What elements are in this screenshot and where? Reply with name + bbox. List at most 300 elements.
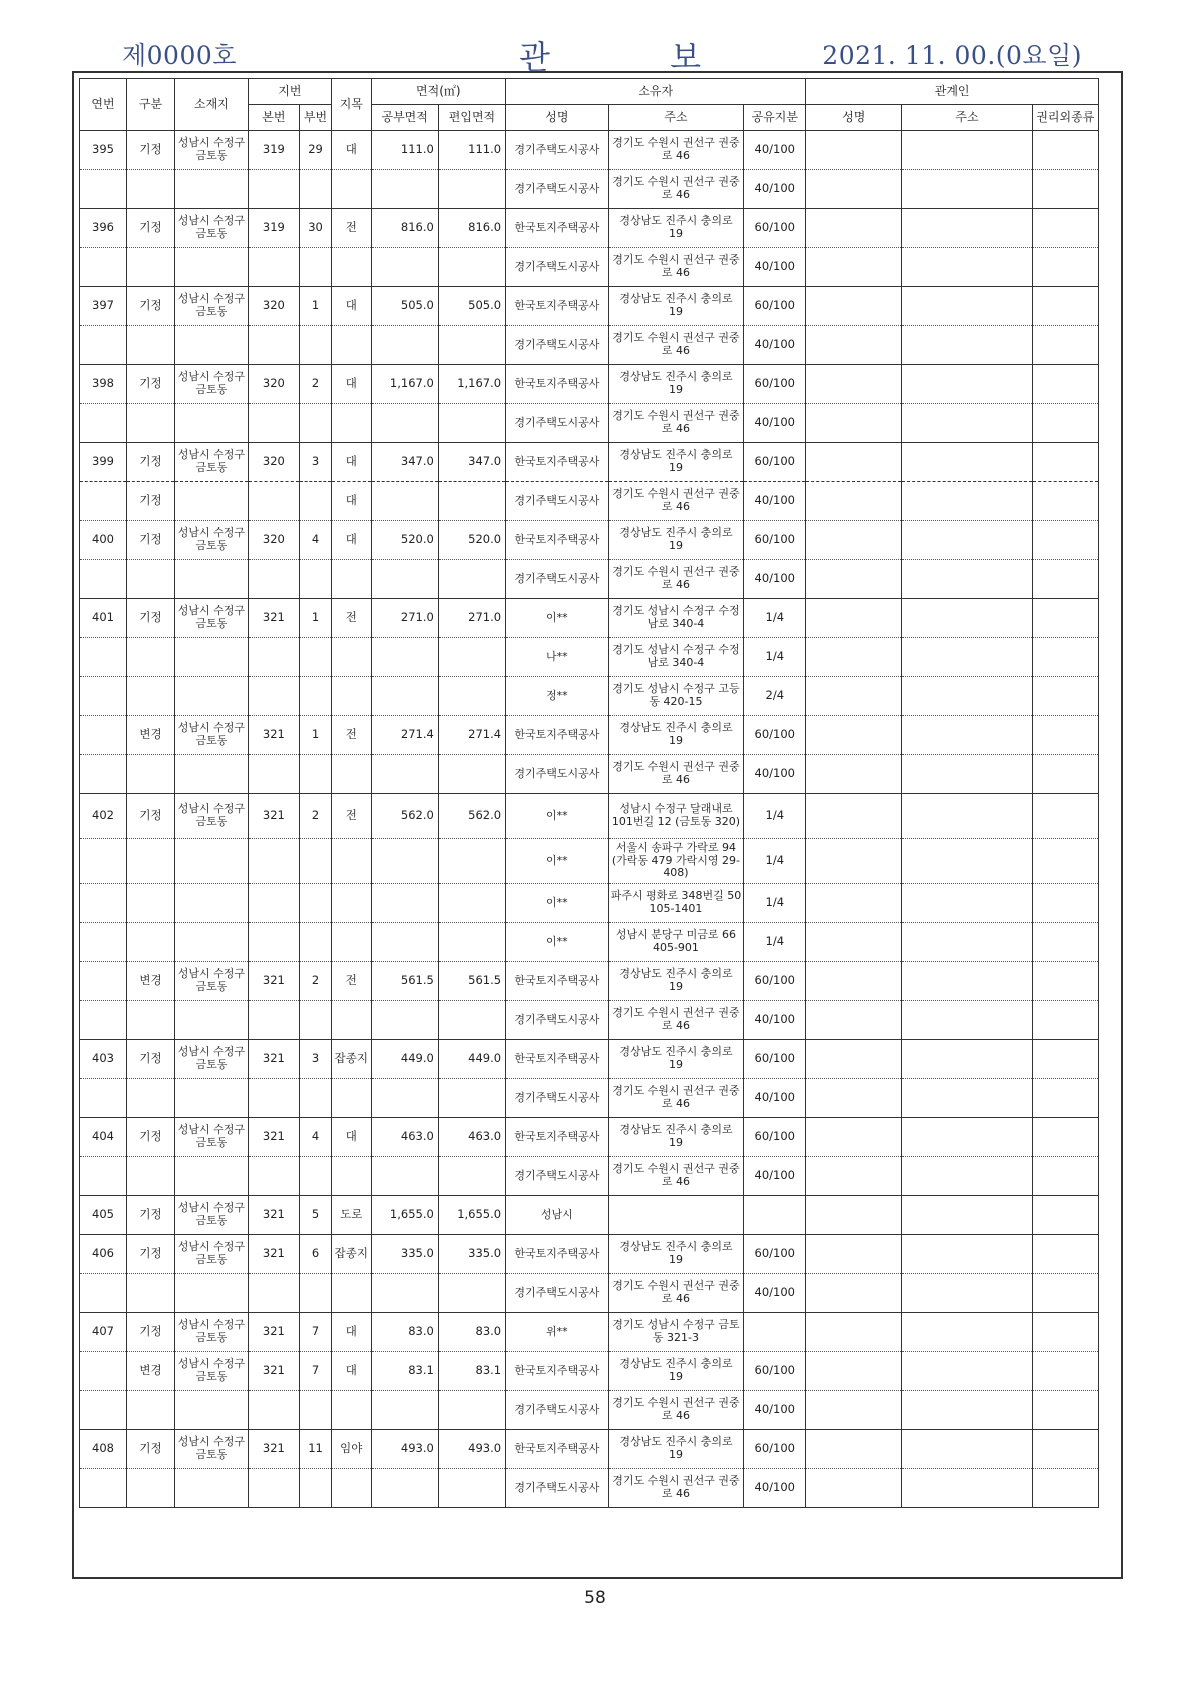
row-location [175, 1001, 249, 1040]
row-right-type [1032, 560, 1098, 599]
row-public-area: 463.0 [371, 1118, 438, 1157]
row-number [80, 1352, 127, 1391]
row-location: 성남시 수정구 금토동 [175, 287, 249, 326]
row-number: 402 [80, 794, 127, 839]
row-type: 기정 [126, 443, 174, 482]
table-row [80, 755, 1099, 794]
row-public-area: 347.0 [371, 443, 438, 482]
row-related-address [902, 884, 1032, 923]
row-incorporated-area: 505.0 [438, 287, 505, 326]
row-public-area: 561.5 [371, 962, 438, 1001]
table-row [80, 209, 1099, 248]
row-right-type [1032, 1391, 1098, 1430]
row-owner-address: 경상남도 진주시 충의로 19 [608, 1235, 744, 1274]
row-related-name [806, 248, 902, 287]
row-owner-address: 경상남도 진주시 충의로 19 [608, 1118, 744, 1157]
row-share: 40/100 [744, 131, 806, 170]
row-right-type [1032, 1079, 1098, 1118]
row-related-name [806, 1040, 902, 1079]
row-land-category: 임야 [332, 1430, 372, 1469]
row-owner-name: 한국토지주택공사 [506, 287, 609, 326]
row-location: 성남시 수정구 금토동 [175, 443, 249, 482]
row-related-address [902, 170, 1032, 209]
table-row [80, 1196, 1099, 1235]
row-public-area: 83.1 [371, 1352, 438, 1391]
row-public-area: 111.0 [371, 131, 438, 170]
row-type [126, 923, 174, 962]
row-location: 성남시 수정구 금토동 [175, 962, 249, 1001]
row-related-name [806, 1430, 902, 1469]
row-related-name [806, 209, 902, 248]
row-share: 60/100 [744, 1235, 806, 1274]
col-header-share: 공유지분 [744, 105, 806, 131]
row-location: 성남시 수정구 금토동 [175, 131, 249, 170]
row-location [175, 1391, 249, 1430]
row-owner-name: 나** [506, 638, 609, 677]
table-row [80, 1001, 1099, 1040]
row-share: 40/100 [744, 1274, 806, 1313]
row-related-address [902, 404, 1032, 443]
row-right-type [1032, 1430, 1098, 1469]
row-type: 기정 [126, 287, 174, 326]
row-incorporated-area: 816.0 [438, 209, 505, 248]
row-right-type [1032, 755, 1098, 794]
row-owner-name: 경기주택도시공사 [506, 1157, 609, 1196]
row-main-lot [248, 326, 299, 365]
row-right-type [1032, 1313, 1098, 1352]
row-right-type [1032, 884, 1098, 923]
row-share: 2/4 [744, 677, 806, 716]
table-row [80, 1157, 1099, 1196]
row-sub-lot [300, 638, 332, 677]
row-land-category [332, 1001, 372, 1040]
row-related-address [902, 560, 1032, 599]
row-main-lot: 321 [248, 794, 299, 839]
row-related-address [902, 482, 1032, 521]
table-row [80, 131, 1099, 170]
row-related-name [806, 638, 902, 677]
row-number: 403 [80, 1040, 127, 1079]
row-related-name [806, 1118, 902, 1157]
row-owner-address: 경상남도 진주시 충의로 19 [608, 1430, 744, 1469]
row-sub-lot [300, 170, 332, 209]
row-location: 성남시 수정구 금토동 [175, 1430, 249, 1469]
row-right-type [1032, 521, 1098, 560]
row-location: 성남시 수정구 금토동 [175, 1352, 249, 1391]
row-related-address [902, 1430, 1032, 1469]
row-right-type [1032, 1469, 1098, 1508]
row-land-category [332, 755, 372, 794]
row-right-type [1032, 209, 1098, 248]
row-number [80, 248, 127, 287]
row-related-name [806, 755, 902, 794]
row-related-address [902, 638, 1032, 677]
row-owner-address: 경기도 수원시 권선구 권중로 46 [608, 131, 744, 170]
row-incorporated-area [438, 1079, 505, 1118]
row-related-name [806, 1391, 902, 1430]
row-number [80, 962, 127, 1001]
row-incorporated-area [438, 923, 505, 962]
row-public-area: 1,167.0 [371, 365, 438, 404]
row-sub-lot [300, 677, 332, 716]
row-public-area: 816.0 [371, 209, 438, 248]
row-land-category [332, 884, 372, 923]
table-row [80, 716, 1099, 755]
row-public-area: 1,655.0 [371, 1196, 438, 1235]
row-number [80, 482, 127, 521]
row-right-type [1032, 287, 1098, 326]
row-main-lot [248, 560, 299, 599]
row-related-name [806, 170, 902, 209]
row-owner-address: 경기도 성남시 수정구 금토동 321-3 [608, 1313, 744, 1352]
row-owner-name: 한국토지주택공사 [506, 1430, 609, 1469]
row-number: 395 [80, 131, 127, 170]
row-public-area: 271.0 [371, 599, 438, 638]
row-right-type [1032, 599, 1098, 638]
row-sub-lot: 3 [300, 443, 332, 482]
row-main-lot [248, 1391, 299, 1430]
col-header-land-category: 지목 [332, 79, 372, 131]
row-type [126, 326, 174, 365]
row-owner-name: 이** [506, 923, 609, 962]
table-row [80, 923, 1099, 962]
table-row [80, 1469, 1099, 1508]
row-owner-name: 이** [506, 794, 609, 839]
row-public-area [371, 170, 438, 209]
row-share: 60/100 [744, 1118, 806, 1157]
row-incorporated-area: 520.0 [438, 521, 505, 560]
row-incorporated-area: 1,655.0 [438, 1196, 505, 1235]
row-related-address [902, 1235, 1032, 1274]
row-related-name [806, 482, 902, 521]
row-location: 성남시 수정구 금토동 [175, 365, 249, 404]
row-owner-address: 경기도 성남시 수정구 고등동 420-15 [608, 677, 744, 716]
row-main-lot [248, 170, 299, 209]
row-right-type [1032, 923, 1098, 962]
row-related-name [806, 1157, 902, 1196]
row-main-lot [248, 638, 299, 677]
row-owner-address: 파주시 평화로 348번길 50 105-1401 [608, 884, 744, 923]
row-sub-lot [300, 1391, 332, 1430]
row-share: 60/100 [744, 287, 806, 326]
row-owner-address: 경상남도 진주시 충의로 19 [608, 209, 744, 248]
row-public-area [371, 326, 438, 365]
row-related-address [902, 839, 1032, 884]
row-number [80, 884, 127, 923]
row-incorporated-area: 83.1 [438, 1352, 505, 1391]
issue-number: 제0000호 [122, 41, 237, 70]
row-share: 40/100 [744, 170, 806, 209]
col-header-area: 면적(㎡) [371, 79, 506, 105]
row-main-lot: 321 [248, 1235, 299, 1274]
row-owner-address: 경상남도 진주시 충의로 19 [608, 443, 744, 482]
col-header-no: 연번 [80, 79, 127, 131]
row-related-address [902, 1040, 1032, 1079]
row-share: 60/100 [744, 443, 806, 482]
row-public-area: 562.0 [371, 794, 438, 839]
row-main-lot [248, 1001, 299, 1040]
row-right-type [1032, 677, 1098, 716]
row-related-address [902, 923, 1032, 962]
row-owner-name: 경기주택도시공사 [506, 1391, 609, 1430]
row-owner-name: 한국토지주택공사 [506, 1118, 609, 1157]
table-row [80, 1040, 1099, 1079]
row-main-lot [248, 839, 299, 884]
row-sub-lot: 1 [300, 716, 332, 755]
row-related-name [806, 404, 902, 443]
row-share: 60/100 [744, 209, 806, 248]
row-land-category [332, 1391, 372, 1430]
row-related-address [902, 794, 1032, 839]
row-owner-address: 경기도 수원시 권선구 권중로 46 [608, 1274, 744, 1313]
row-number [80, 923, 127, 962]
row-incorporated-area [438, 884, 505, 923]
row-land-category: 잡종지 [332, 1040, 372, 1079]
row-share: 1/4 [744, 638, 806, 677]
row-public-area [371, 1001, 438, 1040]
row-sub-lot [300, 1079, 332, 1118]
row-owner-name: 성남시 [506, 1196, 609, 1235]
row-main-lot: 321 [248, 716, 299, 755]
row-right-type [1032, 482, 1098, 521]
row-land-category: 대 [332, 1118, 372, 1157]
row-share: 40/100 [744, 1469, 806, 1508]
row-owner-address: 경기도 수원시 권선구 권중로 46 [608, 755, 744, 794]
row-number: 396 [80, 209, 127, 248]
row-share: 60/100 [744, 716, 806, 755]
table-row [80, 1235, 1099, 1274]
row-type [126, 1391, 174, 1430]
row-related-name [806, 599, 902, 638]
gazette-title: 관 보 [519, 38, 701, 76]
table-row [80, 794, 1099, 839]
row-number: 406 [80, 1235, 127, 1274]
row-public-area: 335.0 [371, 1235, 438, 1274]
row-main-lot: 321 [248, 599, 299, 638]
row-land-category [332, 560, 372, 599]
row-related-address [902, 1352, 1032, 1391]
table-row [80, 326, 1099, 365]
row-sub-lot: 2 [300, 365, 332, 404]
row-related-address [902, 677, 1032, 716]
row-owner-address: 성남시 수정구 달래내로101번길 12 (금토동 320) [608, 794, 744, 839]
row-related-address [902, 1079, 1032, 1118]
row-related-address [902, 209, 1032, 248]
row-type [126, 638, 174, 677]
row-land-category [332, 839, 372, 884]
row-number [80, 1469, 127, 1508]
row-type [126, 1001, 174, 1040]
row-related-address [902, 716, 1032, 755]
row-land-category: 대 [332, 1352, 372, 1391]
table-row [80, 287, 1099, 326]
row-type: 변경 [126, 716, 174, 755]
row-owner-address: 성남시 분당구 미금로 66 405-901 [608, 923, 744, 962]
row-land-category [332, 923, 372, 962]
row-number [80, 1079, 127, 1118]
row-share: 40/100 [744, 560, 806, 599]
row-land-category: 전 [332, 794, 372, 839]
row-right-type [1032, 716, 1098, 755]
row-incorporated-area: 111.0 [438, 131, 505, 170]
row-main-lot: 321 [248, 962, 299, 1001]
row-related-name [806, 716, 902, 755]
row-related-name [806, 839, 902, 884]
row-owner-name: 경기주택도시공사 [506, 1469, 609, 1508]
row-owner-name: 경기주택도시공사 [506, 482, 609, 521]
row-sub-lot: 1 [300, 287, 332, 326]
row-land-category [332, 326, 372, 365]
table-row [80, 1274, 1099, 1313]
row-owner-address: 경기도 성남시 수정구 수정남로 340-4 [608, 638, 744, 677]
row-land-category: 대 [332, 1313, 372, 1352]
row-right-type [1032, 326, 1098, 365]
row-land-category: 대 [332, 287, 372, 326]
row-owner-name: 경기주택도시공사 [506, 170, 609, 209]
row-location: 성남시 수정구 금토동 [175, 1196, 249, 1235]
table-row [80, 599, 1099, 638]
row-related-name [806, 1274, 902, 1313]
row-public-area [371, 638, 438, 677]
row-owner-name: 위** [506, 1313, 609, 1352]
row-incorporated-area [438, 560, 505, 599]
row-right-type [1032, 1001, 1098, 1040]
row-number [80, 1274, 127, 1313]
col-header-owner-name: 성명 [506, 105, 609, 131]
row-owner-name: 경기주택도시공사 [506, 560, 609, 599]
row-share: 60/100 [744, 1352, 806, 1391]
row-land-category [332, 170, 372, 209]
row-main-lot: 320 [248, 287, 299, 326]
row-public-area [371, 1157, 438, 1196]
row-location [175, 638, 249, 677]
row-owner-name: 한국토지주택공사 [506, 521, 609, 560]
row-related-address [902, 131, 1032, 170]
table-row [80, 1079, 1099, 1118]
row-owner-address: 경기도 수원시 권선구 권중로 46 [608, 1469, 744, 1508]
row-incorporated-area [438, 677, 505, 716]
row-location [175, 677, 249, 716]
row-sub-lot: 5 [300, 1196, 332, 1235]
row-related-address [902, 1391, 1032, 1430]
row-related-address [902, 599, 1032, 638]
row-land-category: 대 [332, 521, 372, 560]
row-land-category: 대 [332, 365, 372, 404]
table-row [80, 1313, 1099, 1352]
col-header-public-area: 공부면적 [371, 105, 438, 131]
row-number [80, 1391, 127, 1430]
row-number [80, 638, 127, 677]
table-row [80, 404, 1099, 443]
col-header-owner-address: 주소 [608, 105, 744, 131]
col-header-related-address: 주소 [902, 105, 1032, 131]
row-right-type [1032, 1157, 1098, 1196]
row-number [80, 326, 127, 365]
row-incorporated-area [438, 1469, 505, 1508]
row-incorporated-area [438, 1391, 505, 1430]
row-right-type [1032, 638, 1098, 677]
row-land-category: 전 [332, 599, 372, 638]
row-right-type [1032, 131, 1098, 170]
row-related-address [902, 365, 1032, 404]
row-number [80, 560, 127, 599]
row-main-lot [248, 677, 299, 716]
row-number [80, 716, 127, 755]
row-owner-address: 경상남도 진주시 충의로 19 [608, 287, 744, 326]
row-public-area [371, 248, 438, 287]
row-related-name [806, 794, 902, 839]
row-share: 1/4 [744, 599, 806, 638]
row-related-name [806, 1313, 902, 1352]
row-location: 성남시 수정구 금토동 [175, 716, 249, 755]
row-share: 1/4 [744, 884, 806, 923]
row-incorporated-area: 347.0 [438, 443, 505, 482]
row-main-lot: 320 [248, 521, 299, 560]
row-owner-name: 이** [506, 884, 609, 923]
row-owner-address: 경기도 수원시 권선구 권중로 46 [608, 248, 744, 287]
row-location [175, 923, 249, 962]
row-location [175, 884, 249, 923]
row-sub-lot: 2 [300, 962, 332, 1001]
row-main-lot [248, 1157, 299, 1196]
row-share: 1/4 [744, 794, 806, 839]
row-main-lot [248, 755, 299, 794]
row-share: 40/100 [744, 1079, 806, 1118]
row-incorporated-area: 449.0 [438, 1040, 505, 1079]
row-related-address [902, 521, 1032, 560]
row-public-area [371, 1391, 438, 1430]
row-sub-lot: 7 [300, 1352, 332, 1391]
row-number [80, 170, 127, 209]
table-row [80, 638, 1099, 677]
land-register-table [79, 78, 1099, 1508]
row-public-area: 505.0 [371, 287, 438, 326]
row-owner-address: 경기도 수원시 권선구 권중로 46 [608, 1391, 744, 1430]
table-row [80, 1118, 1099, 1157]
row-share: 60/100 [744, 1040, 806, 1079]
issue-date: 2021. 11. 00.(0요일) [822, 41, 1082, 70]
table-row [80, 962, 1099, 1001]
row-number: 405 [80, 1196, 127, 1235]
row-land-category [332, 1469, 372, 1508]
row-share: 40/100 [744, 1001, 806, 1040]
row-main-lot: 320 [248, 443, 299, 482]
row-sub-lot: 6 [300, 1235, 332, 1274]
row-related-address [902, 1118, 1032, 1157]
row-sub-lot: 1 [300, 599, 332, 638]
row-related-name [806, 287, 902, 326]
row-sub-lot [300, 1469, 332, 1508]
row-land-category [332, 677, 372, 716]
row-related-name [806, 1196, 902, 1235]
row-sub-lot [300, 560, 332, 599]
row-location: 성남시 수정구 금토동 [175, 599, 249, 638]
row-related-name [806, 1001, 902, 1040]
table-row [80, 560, 1099, 599]
row-location: 성남시 수정구 금토동 [175, 521, 249, 560]
row-related-address [902, 1196, 1032, 1235]
row-public-area [371, 677, 438, 716]
table-row [80, 1391, 1099, 1430]
row-number: 400 [80, 521, 127, 560]
row-sub-lot [300, 839, 332, 884]
table-row [80, 248, 1099, 287]
row-number: 401 [80, 599, 127, 638]
row-location [175, 326, 249, 365]
row-land-category: 도로 [332, 1196, 372, 1235]
row-land-category: 대 [332, 443, 372, 482]
row-share: 40/100 [744, 1391, 806, 1430]
